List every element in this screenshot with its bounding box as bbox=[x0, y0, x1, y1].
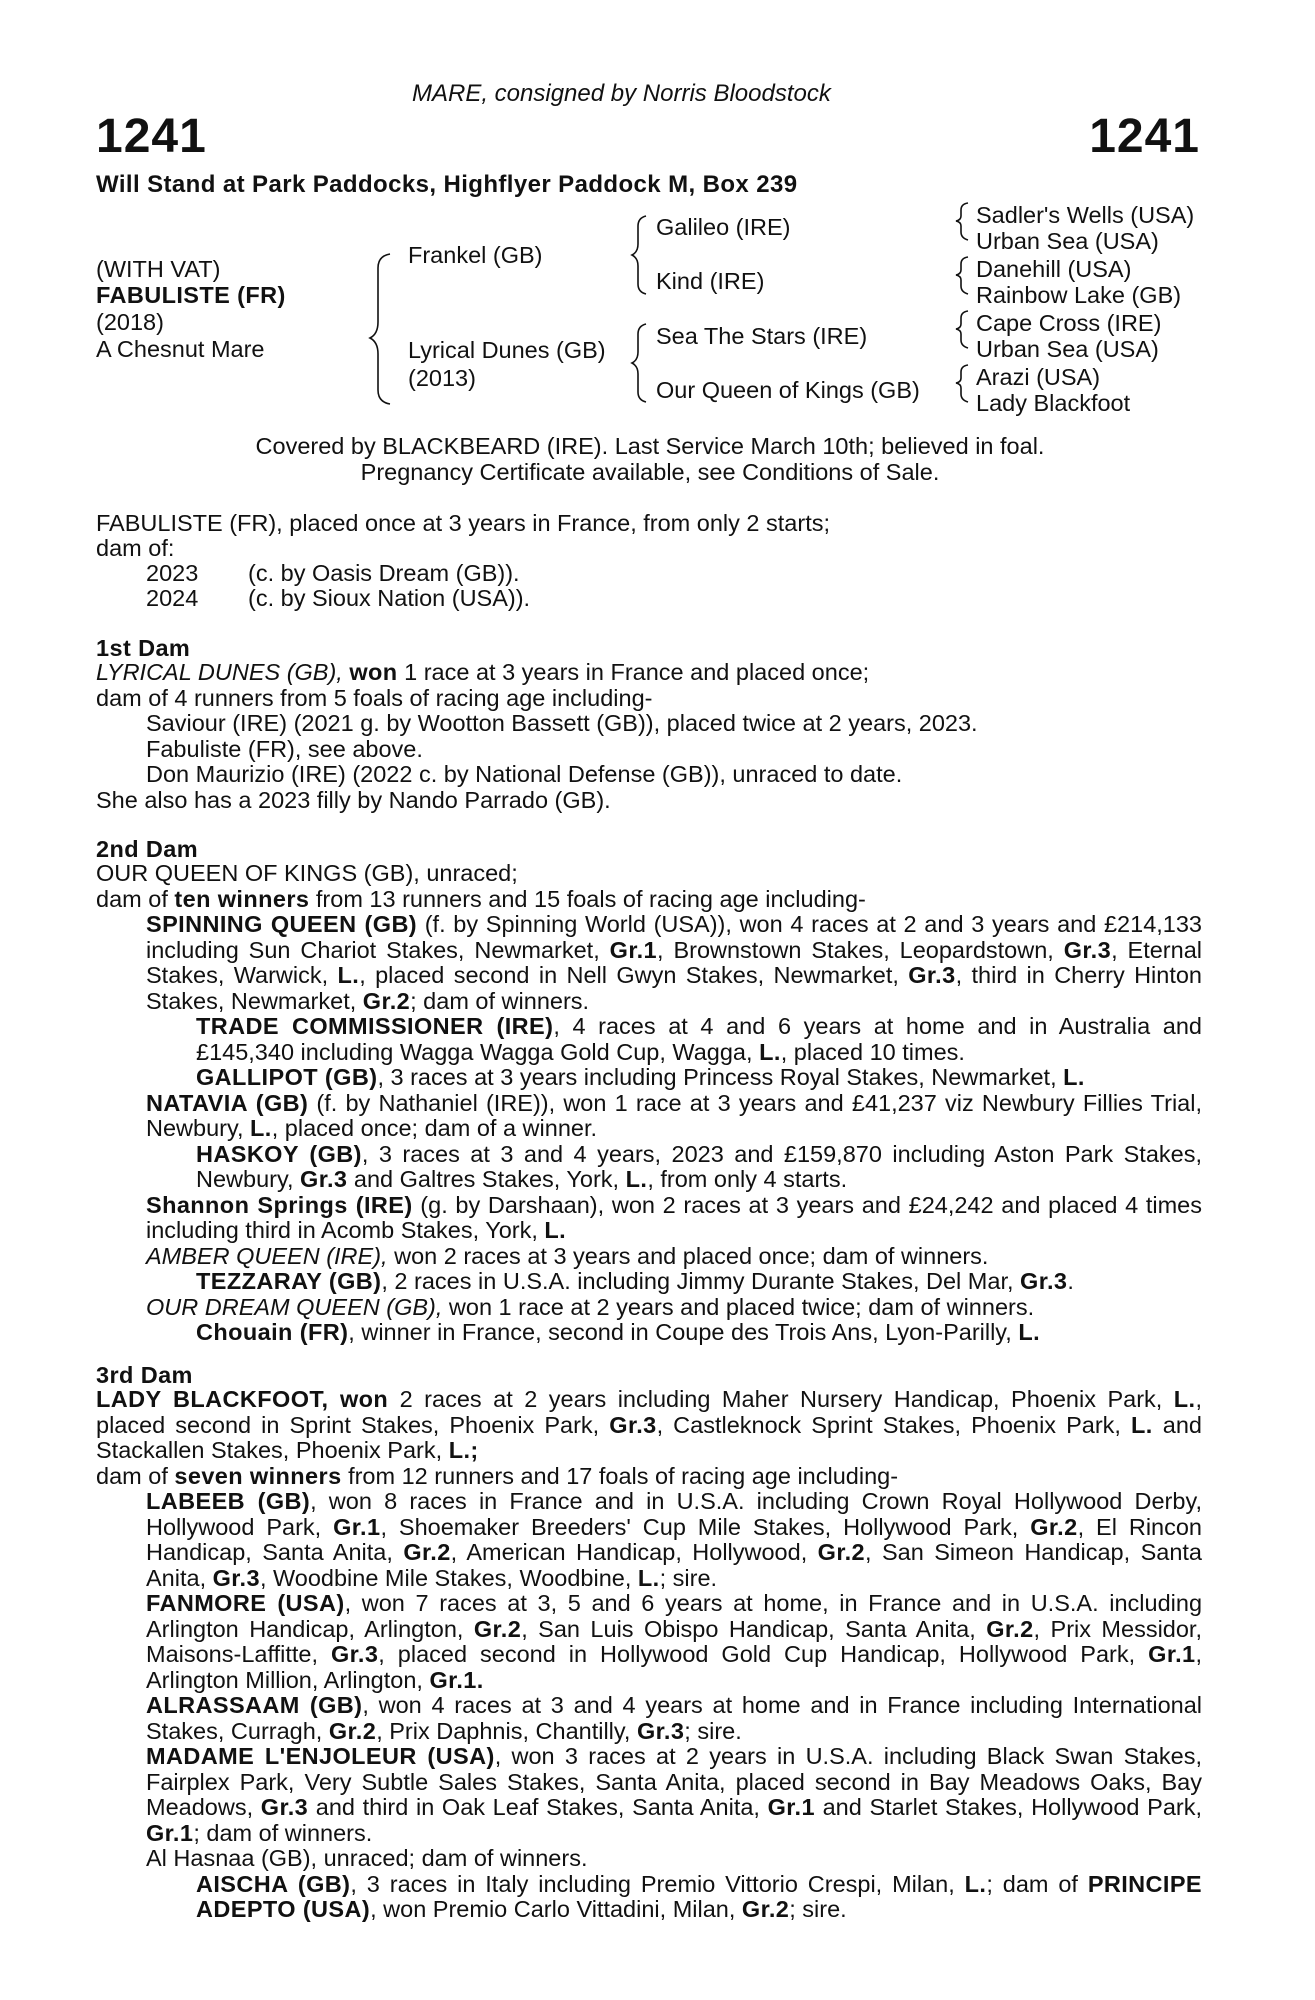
text: , winner in France, second in Coupe des Trois Ans, Lyon-Parilly, bbox=[348, 1319, 1019, 1345]
first-dam-name: LYRICAL DUNES (GB), bbox=[96, 659, 343, 685]
dam-of-pre: dam of bbox=[96, 885, 175, 912]
pedigree-dam-dam: Our Queen of Kings (GB) bbox=[656, 377, 920, 403]
grade-badge: L. bbox=[1131, 1411, 1153, 1438]
stabling-location: Will Stand at Park Paddocks, Highflyer Paddock M, Box 239 bbox=[96, 171, 798, 198]
grade-badge: Gr.3 bbox=[212, 1564, 260, 1591]
horse-name-madame-lenjoleur: MADAME L'ENJOLEUR (USA) bbox=[146, 1743, 495, 1769]
text: ; sire. bbox=[789, 1896, 847, 1922]
grade-badge: Gr.2 bbox=[403, 1539, 451, 1565]
horse-name-haskoy: HASKOY (GB) bbox=[196, 1140, 362, 1167]
first-dam-line-3: Saviour (IRE) (2021 g. by Wootton Bassett (GB)), placed twice at 2 years, 2023. bbox=[146, 710, 978, 736]
grade-badge: Gr.3 bbox=[636, 1717, 685, 1744]
first-dam-desc: 1 race at 3 years in France and placed once; bbox=[397, 659, 870, 685]
horse-name: FABULISTE (FR) bbox=[96, 282, 286, 308]
text: , 3 races in Italy including Premio Vittorio Crespi, Milan, bbox=[350, 1870, 965, 1897]
text: ; dam of winners. bbox=[193, 1819, 373, 1846]
pedigree-g3: Danehill (USA) bbox=[976, 256, 1132, 282]
grade-badge: L. bbox=[337, 962, 360, 988]
entry-tezzaray bbox=[96, 1269, 1202, 1295]
third-dam-dam-of bbox=[96, 1464, 1202, 1490]
text: , won Premio Carlo Vittadini, Milan, bbox=[370, 1896, 742, 1922]
horse-description: A Chesnut Mare bbox=[96, 336, 265, 362]
lot-number-left: 1241 bbox=[96, 110, 207, 163]
text: , Prix Messidor, Maisons-Laffitte, bbox=[146, 1615, 1202, 1667]
first-dam-heading: 1st Dam bbox=[96, 635, 191, 661]
text: , won 7 races at 3, 5 and 6 years at home, in France and in U.S.A. including Arlington Handicap, Arlington, bbox=[146, 1590, 1203, 1642]
horse-name-lady-blackfoot: LADY BLACKFOOT, bbox=[96, 1386, 329, 1412]
text: 2 races at 2 years including Maher Nursery Handicap, Phoenix Park, bbox=[388, 1386, 1174, 1412]
won-label: won bbox=[339, 1386, 389, 1412]
horse-name-gallipot: GALLIPOT (GB) bbox=[196, 1064, 378, 1090]
pedigree-g4: Rainbow Lake (GB) bbox=[976, 282, 1182, 308]
horse-name-natavia: NATAVIA (GB) bbox=[146, 1089, 309, 1116]
first-dam-won: won bbox=[349, 659, 398, 685]
horse-name-fanmore: FANMORE (USA) bbox=[146, 1590, 345, 1616]
text: , third in Cherry Hinton Stakes, Newmarket, bbox=[146, 962, 1203, 1014]
pedigree-sire: Frankel (GB) bbox=[408, 242, 543, 268]
grade-badge: L. bbox=[625, 1166, 648, 1192]
grade-badge: Gr.3 bbox=[260, 1794, 309, 1820]
first-dam-block bbox=[96, 660, 1202, 813]
consignor-line: MARE, consigned by Norris Bloodstock bbox=[412, 80, 831, 107]
text: , placed once; dam of a winner. bbox=[271, 1115, 598, 1141]
pedigree-g5: Cape Cross (IRE) bbox=[976, 310, 1162, 336]
grade-badge: L. bbox=[759, 1038, 781, 1065]
text: , San Simeon Handicap, Santa Anita, bbox=[146, 1539, 1202, 1591]
text: , Brownstown Stakes, Leopardstown, bbox=[657, 936, 1064, 963]
text: ; dam of winners. bbox=[410, 987, 590, 1014]
second-dam-dam-of bbox=[96, 887, 1202, 913]
covering-line-1: Covered by BLACKBEARD (IRE). Last Service March 10th; believed in foal. bbox=[255, 433, 1045, 459]
grade-badge: Gr.2 bbox=[328, 1717, 377, 1744]
second-dam-line-1: OUR QUEEN OF KINGS (GB), unraced; bbox=[96, 860, 518, 886]
horse-name-our-dream-queen: OUR DREAM QUEEN (GB), bbox=[146, 1293, 443, 1320]
horse-name-principe-adepto: PRINCIPE ADEPTO (USA) bbox=[196, 1870, 1203, 1922]
grade-badge: Gr.3 bbox=[609, 1411, 657, 1438]
entry-lady-blackfoot bbox=[96, 1387, 1202, 1464]
produce-progeny-2: (c. by Sioux Nation (USA)). bbox=[248, 585, 531, 611]
dam-of-post: from 12 runners and 17 foals of racing age including- bbox=[341, 1462, 899, 1489]
grade-badge: Gr.1 bbox=[146, 1819, 194, 1846]
horse-name-alrassaam: ALRASSAAM (GB) bbox=[146, 1692, 363, 1718]
produce-year-2: 2024 bbox=[146, 585, 199, 611]
produce-summary: FABULISTE (FR), placed once at 3 years in France, from only 2 starts; bbox=[96, 510, 830, 536]
lot-number-right: 1241 bbox=[1089, 110, 1200, 163]
horse-name-aischa: AISCHA (GB) bbox=[196, 1870, 351, 1897]
entry-spinning-queen bbox=[96, 912, 1202, 1014]
grade-badge: Gr.3 bbox=[1020, 1268, 1068, 1294]
text: ; sire. bbox=[684, 1717, 742, 1744]
text: , 2 races in U.S.A. including Jimmy Durante Stakes, Del Mar, bbox=[381, 1268, 1021, 1294]
text: and Starlet Stakes, Hollywood Park, bbox=[814, 1794, 1202, 1820]
entry-our-dream-queen bbox=[96, 1295, 1202, 1321]
pedigree-g8: Lady Blackfoot bbox=[976, 390, 1131, 416]
text: (g. by Darshaan), won 2 races at 3 years and £24,242 and placed 4 times including third in Acomb Stakes, York, bbox=[146, 1191, 1202, 1243]
first-dam-line-6: She also has a 2023 filly by Nando Parrado (GB). bbox=[96, 786, 611, 813]
grade-badge: Gr.2 bbox=[741, 1896, 790, 1922]
horse-name-trade-commissioner: TRADE COMMISSIONER (IRE) bbox=[196, 1013, 554, 1039]
text: , placed second in Hollywood Gold Cup Handicap, Hollywood Park, bbox=[378, 1641, 1149, 1667]
entry-alrassaam bbox=[96, 1693, 1202, 1744]
pedigree-dam-year: (2013) bbox=[408, 365, 476, 391]
entry-trade-commissioner bbox=[96, 1014, 1202, 1065]
first-dam-line-1 bbox=[96, 660, 1202, 686]
grade-badge: Gr.3 bbox=[330, 1641, 379, 1667]
entry-madame-lenjoleur bbox=[96, 1744, 1202, 1846]
pedigree-dam-sire: Sea The Stars (IRE) bbox=[656, 323, 868, 349]
text: , placed 10 times. bbox=[780, 1038, 965, 1065]
third-dam-block bbox=[96, 1387, 1202, 1923]
dam-of-pre: dam of bbox=[96, 1462, 175, 1489]
brace-sire bbox=[632, 216, 646, 294]
horse-name-shannon-springs: Shannon Springs (IRE) bbox=[146, 1191, 413, 1218]
text: , won 3 races at 2 years in U.S.A. including Black Swan Stakes, Fairplex Park, Very Subtle Sales Stakes, Santa Anita, placed second in Bay Meadows Oaks, Bay Meadows, bbox=[146, 1743, 1203, 1820]
grade-badge: Gr.2 bbox=[1030, 1513, 1078, 1540]
text: ; dam of bbox=[986, 1870, 1088, 1897]
grade-badge: Gr.2 bbox=[986, 1615, 1034, 1642]
horse-name-labeeb: LABEEB (GB) bbox=[146, 1488, 311, 1514]
text: , placed second in Sprint Stakes, Phoenix Park, bbox=[96, 1386, 1202, 1438]
pedigree-g7: Arazi (USA) bbox=[976, 364, 1101, 390]
text: , Castleknock Sprint Stakes, Phoenix Park, bbox=[656, 1411, 1132, 1438]
first-dam-line-5: Don Maurizio (IRE) (2022 c. by National Defense (GB)), unraced to date. bbox=[146, 761, 903, 787]
text: , San Luis Obispo Handicap, Santa Anita, bbox=[521, 1615, 987, 1642]
entry-natavia bbox=[96, 1091, 1202, 1142]
produce-year-1: 2023 bbox=[146, 560, 199, 586]
grade-badge: L. bbox=[1173, 1386, 1196, 1412]
entry-aischa bbox=[96, 1872, 1202, 1923]
produce-progeny-1: (c. by Oasis Dream (GB)). bbox=[248, 560, 520, 586]
entry-shannon-springs bbox=[96, 1193, 1202, 1244]
entry-fanmore bbox=[96, 1591, 1202, 1693]
first-dam-line-4: Fabuliste (FR), see above. bbox=[146, 735, 423, 762]
vat-note: (WITH VAT) bbox=[96, 256, 221, 282]
brace-g4 bbox=[956, 365, 968, 402]
text: (f. by Nathaniel (IRE)), won 1 race at 3 years and £41,237 viz Newbury Fillies Trial, Newbury, bbox=[146, 1089, 1202, 1141]
grade-badge: Gr.2 bbox=[473, 1615, 522, 1642]
pedigree-g1: Sadler's Wells (USA) bbox=[976, 202, 1195, 228]
grade-badge: L.; bbox=[448, 1437, 479, 1463]
entry-al-hasnaa: Al Hasnaa (GB), unraced; dam of winners. bbox=[146, 1845, 588, 1871]
second-dam-heading: 2nd Dam bbox=[96, 836, 199, 862]
text: and Stackallen Stakes, Phoenix Park, bbox=[96, 1411, 1202, 1463]
grade-badge: L. bbox=[250, 1115, 272, 1141]
pedigree-sire-sire: Galileo (IRE) bbox=[656, 214, 791, 240]
text: ; sire. bbox=[659, 1564, 718, 1591]
text: , Woodbine Mile Stakes, Woodbine, bbox=[259, 1564, 638, 1591]
produce-dam-of: dam of: bbox=[96, 535, 175, 561]
text: , placed second in Nell Gwyn Stakes, Newmarket, bbox=[359, 962, 909, 988]
brace-g2 bbox=[956, 257, 968, 294]
entry-chouain bbox=[96, 1320, 1202, 1346]
grade-badge: Gr.3 bbox=[300, 1166, 348, 1192]
text: , American Handicap, Hollywood, bbox=[450, 1539, 818, 1565]
entry-gallipot bbox=[96, 1065, 1202, 1091]
text: , Prix Daphnis, Chantilly, bbox=[376, 1717, 637, 1744]
pedigree-sire-dam: Kind (IRE) bbox=[656, 268, 765, 294]
grade-badge: Gr.2 bbox=[362, 987, 411, 1014]
text: . bbox=[1067, 1268, 1074, 1294]
grade-badge: Gr.1 bbox=[333, 1513, 381, 1540]
text: , 4 races at 4 and 6 years at home and in Australia and £145,340 including Wagga Wagga Gold Cup, Wagga, bbox=[196, 1013, 1202, 1065]
dam-of-bold: ten winners bbox=[174, 885, 310, 912]
grade-badge: Gr.1 bbox=[609, 936, 657, 963]
text: and third in Oak Leaf Stakes, Santa Anita, bbox=[308, 1794, 768, 1820]
grade-badge: Gr.3 bbox=[1063, 936, 1112, 963]
text: , 3 races at 3 years including Princess Royal Stakes, Newmarket, bbox=[377, 1064, 1064, 1090]
pedigree-g6: Urban Sea (USA) bbox=[976, 336, 1159, 362]
brace-main bbox=[370, 254, 390, 404]
text: won 1 race at 2 years and placed twice; dam of winners. bbox=[442, 1293, 1035, 1320]
text: won 2 races at 3 years and placed once; dam of winners. bbox=[387, 1242, 989, 1269]
brace-g3 bbox=[956, 311, 968, 348]
horse-name-amber-queen: AMBER QUEEN (IRE), bbox=[146, 1242, 388, 1269]
pedigree-dam: Lyrical Dunes (GB) bbox=[408, 337, 606, 363]
text: and Galtres Stakes, York, bbox=[347, 1166, 626, 1192]
entry-amber-queen bbox=[96, 1244, 1202, 1270]
text: , El Rincon Handicap, Santa Anita, bbox=[146, 1513, 1203, 1565]
horse-name-spinning-queen: SPINNING QUEEN (GB) bbox=[146, 911, 418, 937]
text: , Shoemaker Breeders' Cup Mile Stakes, Hollywood Park, bbox=[380, 1513, 1031, 1540]
text: , 3 races at 3 and 4 years, 2023 and £159,870 including Aston Park Stakes, Newbury, bbox=[196, 1140, 1202, 1192]
brace-dam bbox=[632, 324, 646, 402]
text: , won 4 races at 3 and 4 years at home and in France including International Stakes, Curragh, bbox=[146, 1692, 1202, 1744]
grade-badge: L. bbox=[544, 1217, 567, 1243]
grade-badge: L. bbox=[1063, 1064, 1085, 1090]
grade-badge: Gr.2 bbox=[817, 1539, 865, 1565]
horse-name-tezzaray: TEZZARAY (GB) bbox=[196, 1268, 382, 1294]
text: , Arlington Million, Arlington, bbox=[146, 1641, 1202, 1693]
brace-g1 bbox=[956, 203, 968, 240]
grade-badge: L. bbox=[637, 1564, 660, 1591]
text: (f. by Spinning World (USA)), won 4 races at 2 and 3 years and £214,133 including Sun Chariot Stakes, Newmarket, bbox=[146, 911, 1203, 963]
entry-labeeb bbox=[96, 1489, 1202, 1591]
grade-badge: Gr.3 bbox=[908, 962, 956, 988]
dam-of-post: from 13 runners and 15 foals of racing age including- bbox=[309, 885, 866, 912]
horse-name-chouain: Chouain (FR) bbox=[196, 1319, 349, 1345]
second-dam-block bbox=[96, 861, 1202, 1346]
third-dam-heading: 3rd Dam bbox=[96, 1362, 193, 1388]
grade-badge: Gr.1 bbox=[767, 1794, 815, 1820]
text: , Eternal Stakes, Warwick, bbox=[146, 936, 1202, 988]
horse-year: (2018) bbox=[96, 309, 164, 335]
grade-badge: L. bbox=[1018, 1319, 1041, 1345]
grade-badge: L. bbox=[964, 1870, 987, 1897]
pedigree-g2: Urban Sea (USA) bbox=[976, 228, 1159, 254]
dam-of-bold: seven winners bbox=[174, 1462, 342, 1489]
text: , won 8 races in France and in U.S.A. including Crown Royal Hollywood Derby, Hollywood Park, bbox=[146, 1488, 1202, 1540]
grade-badge: Gr.1. bbox=[429, 1666, 484, 1693]
entry-haskoy bbox=[96, 1142, 1202, 1193]
first-dam-line-2: dam of 4 runners from 5 foals of racing age including- bbox=[96, 684, 653, 711]
text: , from only 4 starts. bbox=[647, 1166, 848, 1192]
covering-line-2: Pregnancy Certificate available, see Conditions of Sale. bbox=[360, 459, 940, 485]
grade-badge: Gr.1 bbox=[1148, 1641, 1196, 1667]
